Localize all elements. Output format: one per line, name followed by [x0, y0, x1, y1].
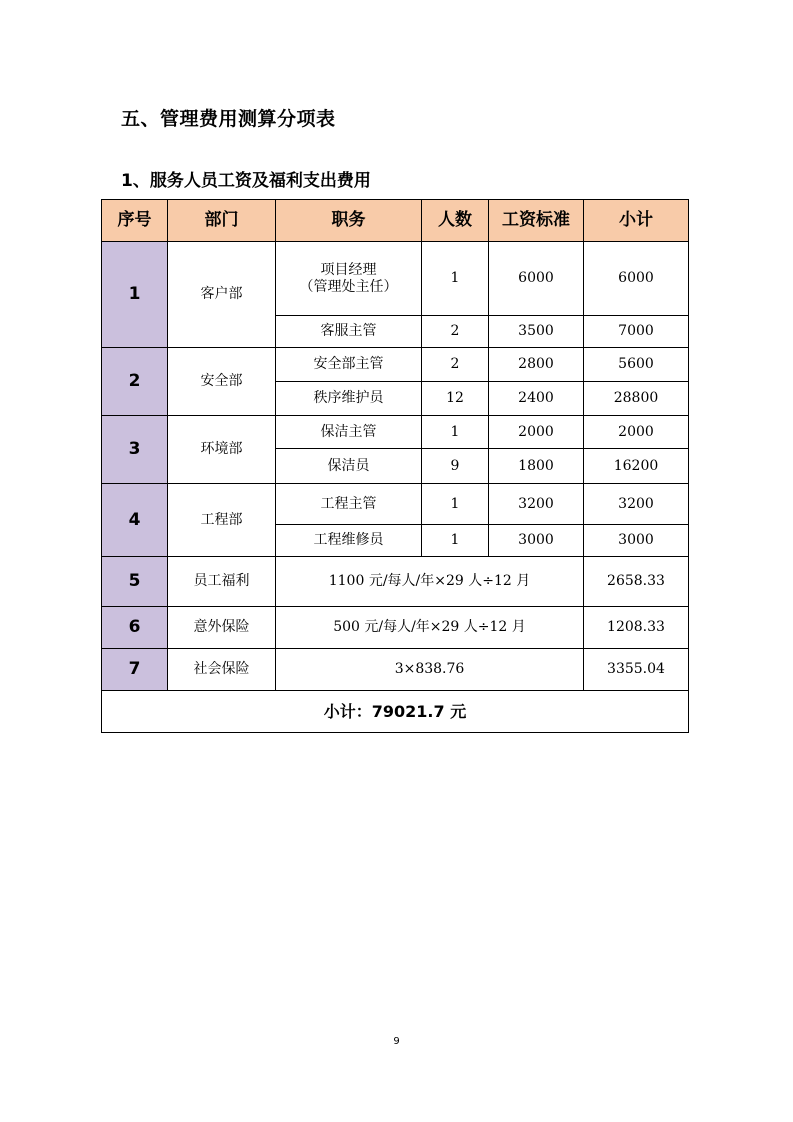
- role-line: （管理处主任）: [299, 278, 398, 295]
- count-cell: 1: [422, 484, 489, 525]
- dept-cell: 工程部: [168, 484, 276, 557]
- table-row: [102, 416, 689, 449]
- standard-cell: 2800: [489, 348, 584, 382]
- role-cell: 保洁主管: [276, 416, 422, 449]
- subtotal-cell: 2658.33: [584, 557, 689, 607]
- standard-cell: 2400: [489, 382, 584, 416]
- header-role: 职务: [276, 200, 422, 242]
- header-dept: 部门: [168, 200, 276, 242]
- header-count: 人数: [422, 200, 489, 242]
- role-cell: 客服主管: [276, 316, 422, 348]
- item-cell: 社会保险: [168, 649, 276, 691]
- total-row: [102, 691, 689, 733]
- standard-cell: 3200: [489, 484, 584, 525]
- seq-cell: 2: [102, 348, 168, 416]
- dept-cell: 客户部: [168, 242, 276, 348]
- header-seq: 序号: [102, 200, 168, 242]
- page-number: 9: [393, 1036, 400, 1047]
- role-cell: 工程主管: [276, 484, 422, 525]
- standard-cell: 2000: [489, 416, 584, 449]
- role-cell: 安全部主管: [276, 348, 422, 382]
- role-cell: 保洁员: [276, 449, 422, 484]
- subtotal-cell: 3200: [584, 484, 689, 525]
- table-row: [102, 348, 689, 382]
- dept-cell: 环境部: [168, 416, 276, 484]
- count-cell: 1: [422, 416, 489, 449]
- subtotal-cell: 3000: [584, 525, 689, 557]
- count-cell: 1: [422, 242, 489, 316]
- seq-cell: 4: [102, 484, 168, 557]
- standard-cell: 3500: [489, 316, 584, 348]
- table-row: [102, 484, 689, 525]
- seq-cell: 3: [102, 416, 168, 484]
- fee-table: [101, 199, 689, 733]
- role-cell: [276, 242, 422, 316]
- subtotal-cell: 2000: [584, 416, 689, 449]
- count-cell: 12: [422, 382, 489, 416]
- count-cell: 9: [422, 449, 489, 484]
- subtotal-cell: 1208.33: [584, 607, 689, 649]
- subtotal-cell: 7000: [584, 316, 689, 348]
- standard-cell: 6000: [489, 242, 584, 316]
- table-row: [102, 607, 689, 649]
- standard-cell: 3000: [489, 525, 584, 557]
- dept-cell: 安全部: [168, 348, 276, 416]
- seq-cell: 1: [102, 242, 168, 348]
- table-row: [102, 242, 689, 316]
- count-cell: 2: [422, 348, 489, 382]
- total-cell: 小计：79021.7 元: [102, 691, 689, 733]
- subtotal-cell: 16200: [584, 449, 689, 484]
- count-cell: 1: [422, 525, 489, 557]
- sub-title: 1、服务人员工资及福利支出费用: [121, 171, 371, 191]
- subtotal-cell: 3355.04: [584, 649, 689, 691]
- table-row: [102, 649, 689, 691]
- seq-cell: 6: [102, 607, 168, 649]
- formula-cell: 1100 元/每人/年×29 人÷12 月: [276, 557, 584, 607]
- item-cell: 意外保险: [168, 607, 276, 649]
- seq-cell: 7: [102, 649, 168, 691]
- header-subtotal: 小计: [584, 200, 689, 242]
- subtotal-cell: 5600: [584, 348, 689, 382]
- item-cell: 员工福利: [168, 557, 276, 607]
- table-row: [102, 557, 689, 607]
- role-cell: 工程维修员: [276, 525, 422, 557]
- role-line: 项目经理: [320, 261, 377, 278]
- section-title: 五、管理费用测算分项表: [121, 108, 336, 130]
- header-standard: 工资标准: [489, 200, 584, 242]
- subtotal-cell: 6000: [584, 242, 689, 316]
- count-cell: 2: [422, 316, 489, 348]
- seq-cell: 5: [102, 557, 168, 607]
- formula-cell: 500 元/每人/年×29 人÷12 月: [276, 607, 584, 649]
- table-header-row: [102, 200, 689, 242]
- formula-cell: 3×838.76: [276, 649, 584, 691]
- standard-cell: 1800: [489, 449, 584, 484]
- subtotal-cell: 28800: [584, 382, 689, 416]
- role-cell: 秩序维护员: [276, 382, 422, 416]
